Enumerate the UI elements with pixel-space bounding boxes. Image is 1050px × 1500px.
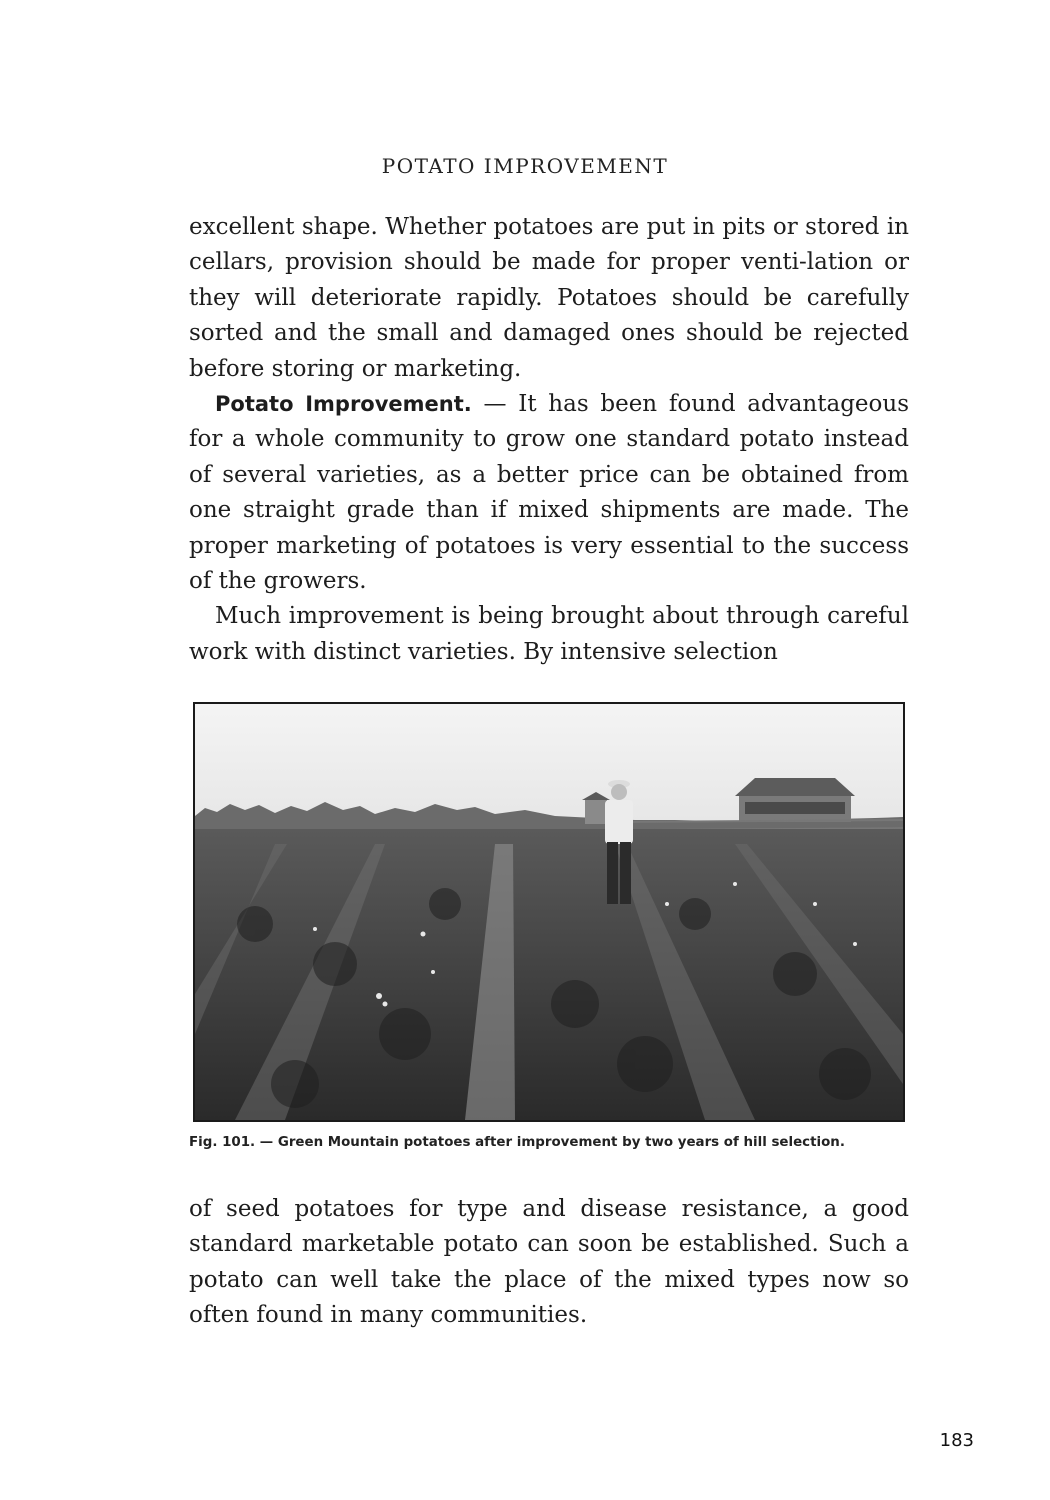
body-text-bottom [189, 1192, 909, 1334]
figure-photo [193, 702, 905, 1122]
potato-field-photo [195, 704, 903, 1120]
section-heading: Potato Improvement. [215, 392, 472, 417]
figure-caption: Fig. 101. — Green Mountain potatoes after improvement by two years of hill selection. [189, 1135, 845, 1150]
paragraph-storage: excellent shape. Whether potatoes are put in pits or stored in cellars, provision should be made for proper venti-lation or they will deteriorate rapidly. Potatoes should be carefully sorted and the small and damaged ones should be rejected before storing or marketing. [189, 214, 909, 382]
running-head: POTATO IMPROVEMENT [381, 154, 669, 178]
page-number: 183 [939, 1430, 974, 1451]
body-text-top [189, 210, 909, 670]
paragraph-potato-improvement [189, 387, 909, 599]
paragraph-seed-selection: of seed potatoes for type and disease resistance, a good standard marketable potato can soon be established. Such a potato can well take the place of the mixed types now so often found in many communities. [189, 1196, 909, 1329]
paragraph-varieties: Much improvement is being brought about through careful work with distinct varieties. By intensive selection [189, 603, 909, 665]
paragraph-potato-improvement-text: — It has been found advantageous for a whole community to grow one standard potato instead of several varieties, as a better price can be obtained from one straight grade than if mixed shipments are made. The proper marketing of potatoes is very essential to the success of the growers. [189, 391, 909, 595]
